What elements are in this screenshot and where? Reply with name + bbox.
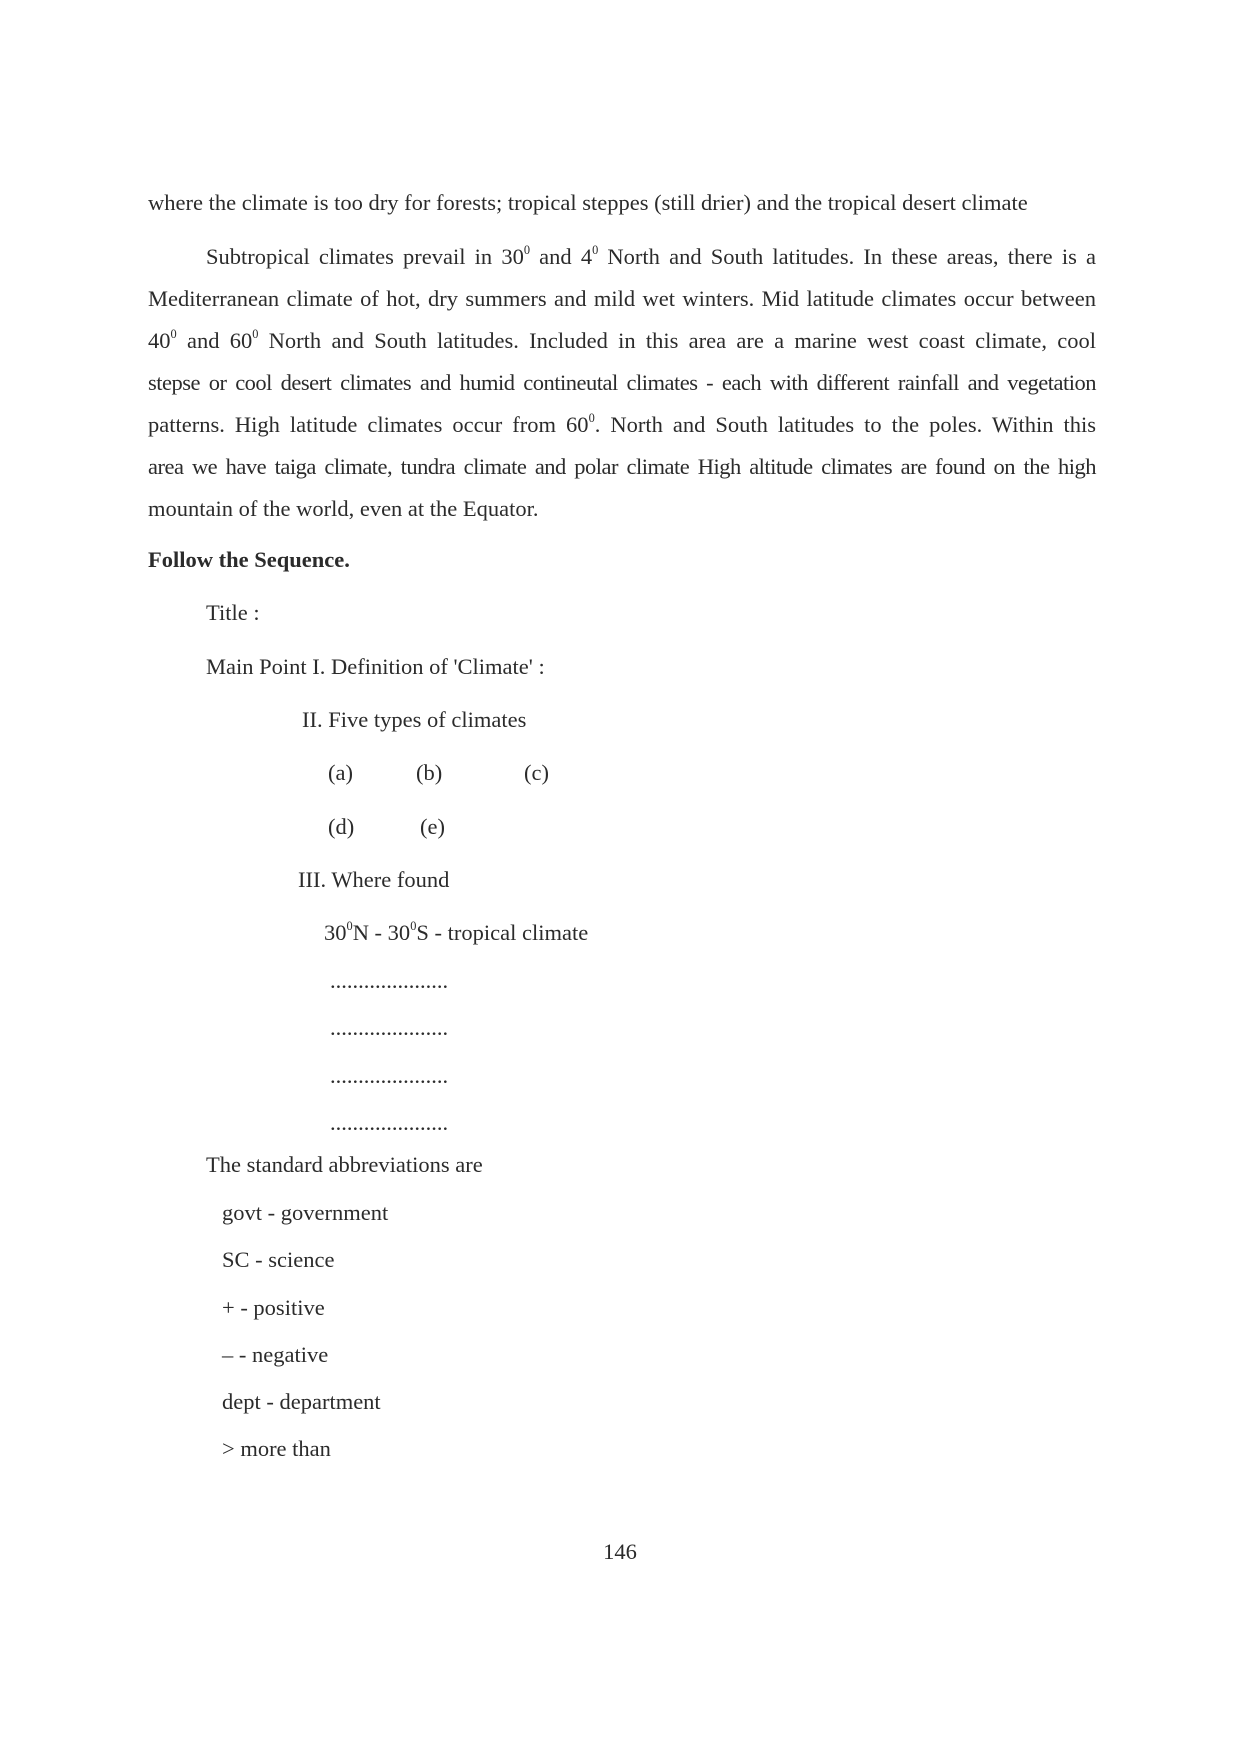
blank-line: ..................... xyxy=(330,1063,449,1088)
paragraph-line-6: area we have taiga climate, tundra climate and polar climate High altitude climates are found on the high xyxy=(148,454,1096,479)
paragraph-line-7: mountain of the world, even at the Equator. xyxy=(148,496,539,521)
paragraph-line-1: Subtropical climates prevail in $30^0$ and $4^0$ North and South latitudes. In these areas, there is a xyxy=(206,243,1096,269)
sequence-title: Title : xyxy=(206,600,260,625)
abbreviation-item: dept - department xyxy=(222,1389,381,1414)
sequence-point-3: III. Where found xyxy=(298,867,450,892)
abbreviation-item: – - negative xyxy=(222,1342,329,1367)
abbreviation-item: + - positive xyxy=(222,1295,325,1320)
where-found-tropical: $30^0N - 30^0S$ - tropical climate xyxy=(324,919,589,945)
sequence-point-2: II. Five types of climates xyxy=(302,707,527,732)
option-e: (e) xyxy=(420,814,445,839)
blank-line: ..................... xyxy=(330,1015,449,1040)
section-heading: Follow the Sequence. xyxy=(148,547,350,572)
paragraph-line-3: $40^0$ and $60^0$ North and South latitudes. Included in this area are a marine west coast climate, cool xyxy=(148,327,1096,353)
blank-line: ..................... xyxy=(330,968,449,993)
paragraph-line-2: Mediterranean climate of hot, dry summers and mild wet winters. Mid latitude climates occur between xyxy=(148,286,1096,311)
abbreviation-item: govt - government xyxy=(222,1200,389,1225)
intro-line: where the climate is too dry for forests; tropical steppes (still drier) and the tropical desert climate xyxy=(148,190,1028,215)
option-d: (d) xyxy=(328,814,355,839)
paragraph-line-4: stepse or cool desert climates and humid contineutal climates - each with different rainfall and vegetation xyxy=(148,370,1096,395)
abbreviation-item: > more than xyxy=(222,1436,331,1461)
option-a: (a) xyxy=(328,760,353,785)
sequence-main-point-1: Main Point I. Definition of 'Climate' : xyxy=(206,654,545,679)
blank-line: ..................... xyxy=(330,1110,449,1135)
abbreviations-intro: The standard abbreviations are xyxy=(206,1152,483,1177)
paragraph-line-5: patterns. High latitude climates occur from $60^0$. North and South latitudes to the poles. Within this xyxy=(148,411,1096,437)
page-number: 146 xyxy=(603,1539,637,1564)
abbreviation-item: SC - science xyxy=(222,1247,335,1272)
option-c: (c) xyxy=(524,760,549,785)
option-b: (b) xyxy=(416,760,443,785)
